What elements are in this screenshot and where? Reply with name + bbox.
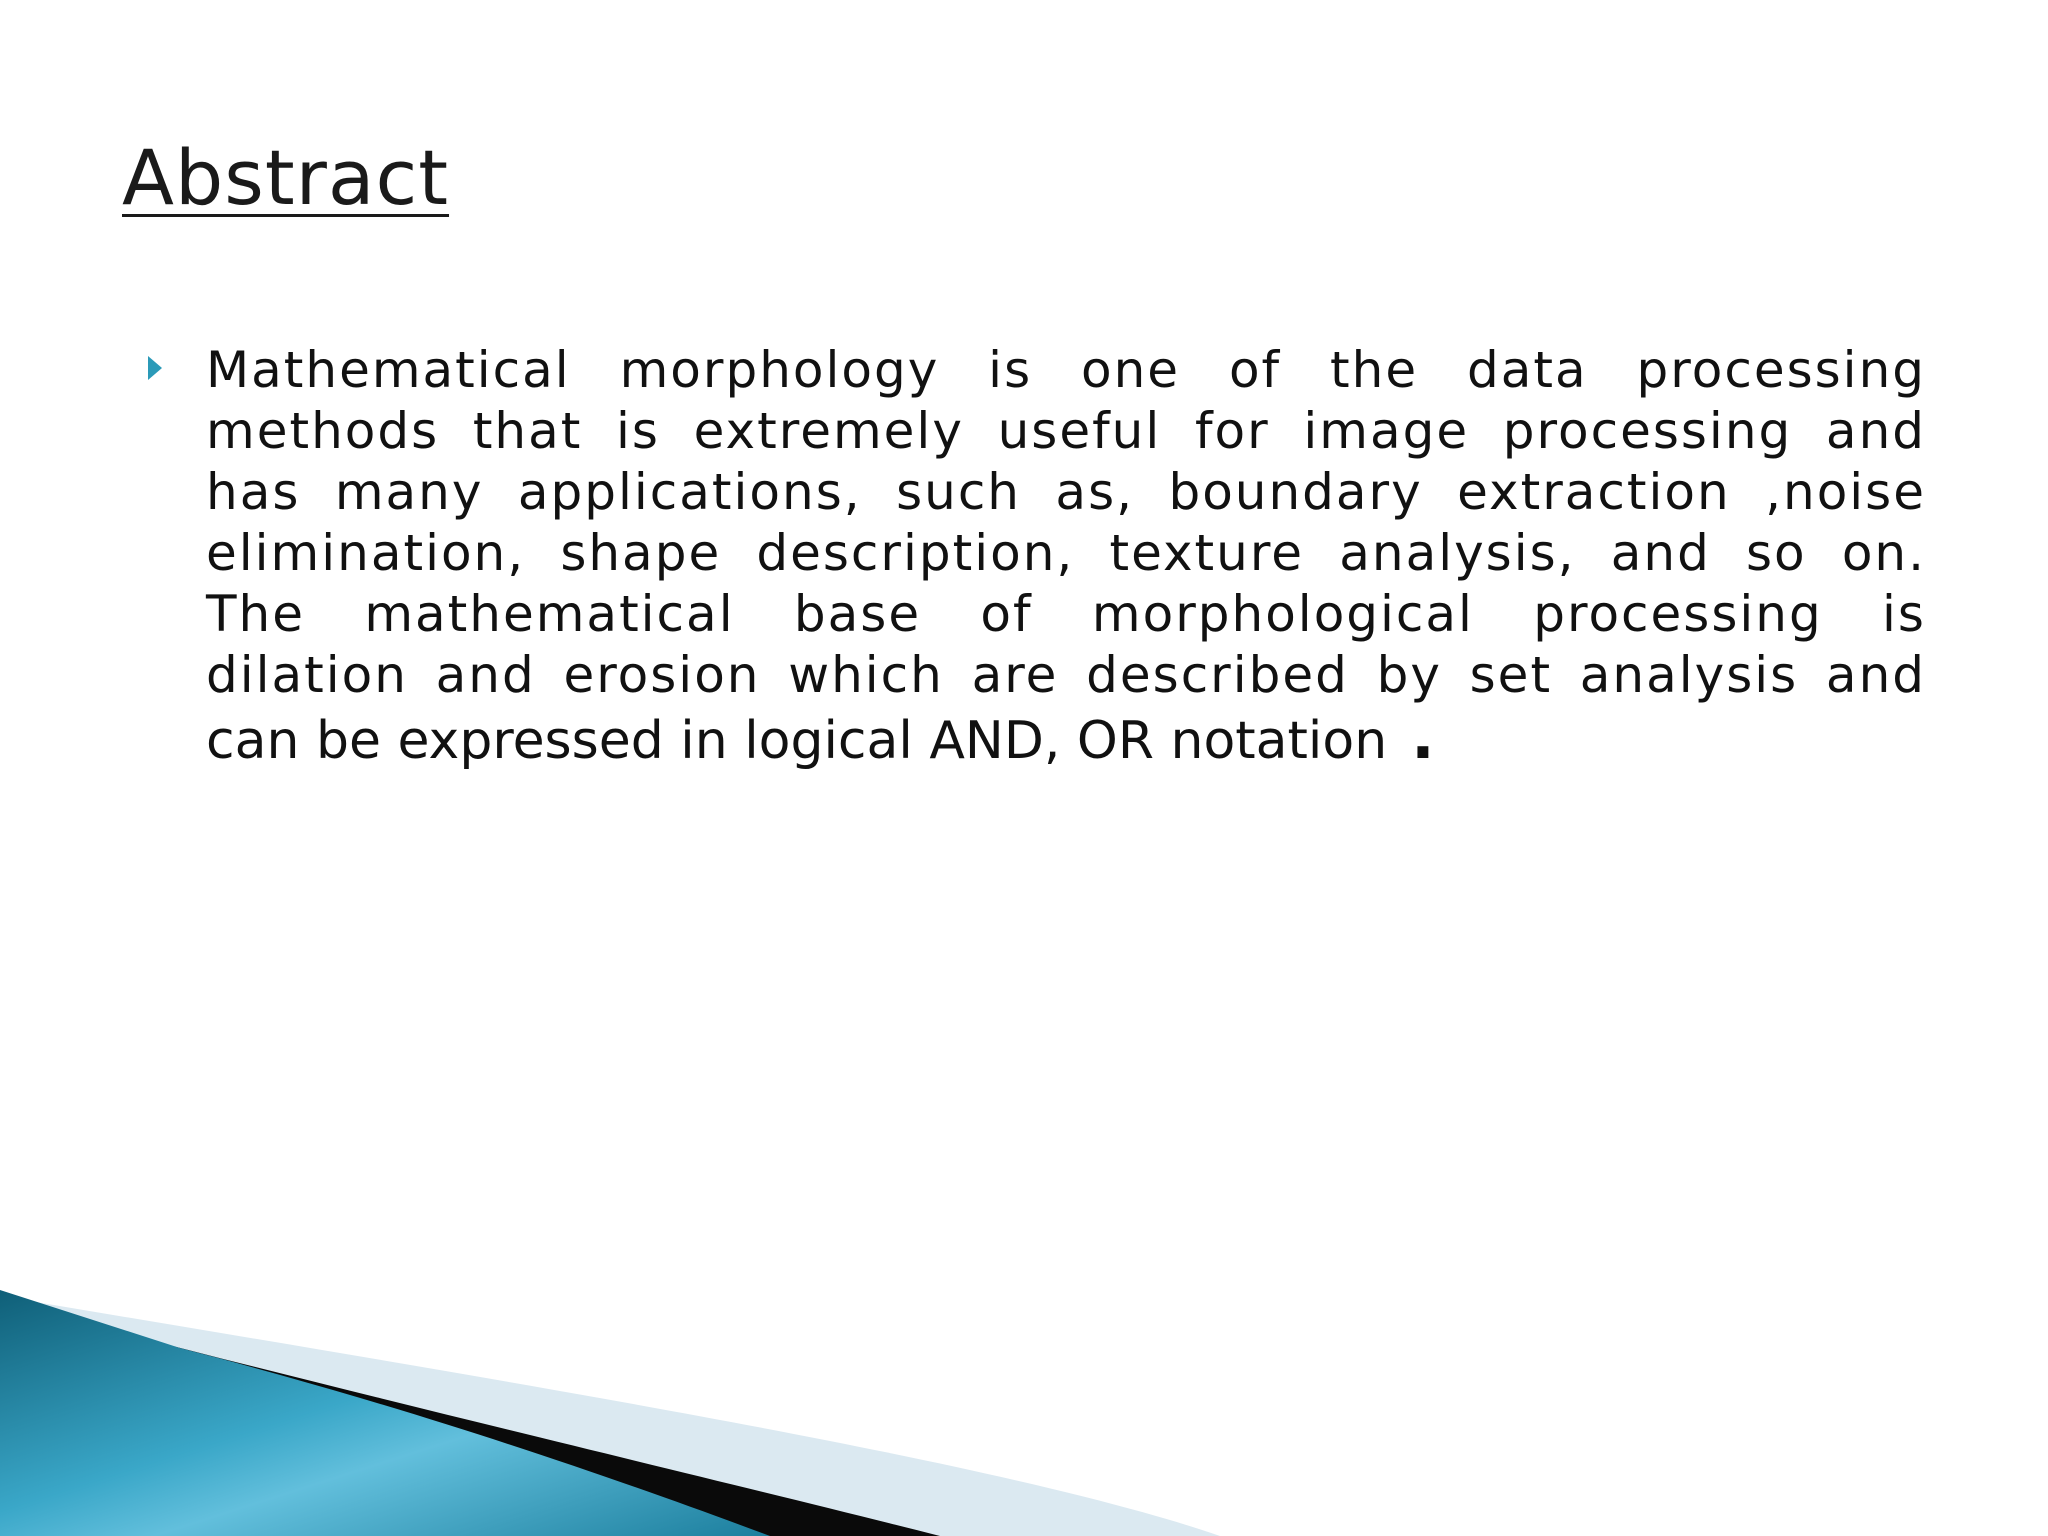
bullet-arrow-icon [148,356,162,380]
decor-teal-band [0,1290,770,1536]
abstract-period: . [1411,700,1437,773]
abstract-text: Mathematical morphology is one of the data processing methods that is extremely useful for image processing and has many applications, such as, boundary extraction ,noise elimination, shape description, texture analysis, and so on. The mathematical base of morphological processing is dilation and erosion which are described by set analysis and [206,341,1926,704]
slide-title: Abstract [122,133,450,222]
abstract-text-tail: can be expressed in logical AND, OR notation [206,711,1388,771]
decor-black-band [0,1292,940,1536]
abstract-paragraph [206,340,1926,772]
decor-light-band [0,1296,1220,1536]
